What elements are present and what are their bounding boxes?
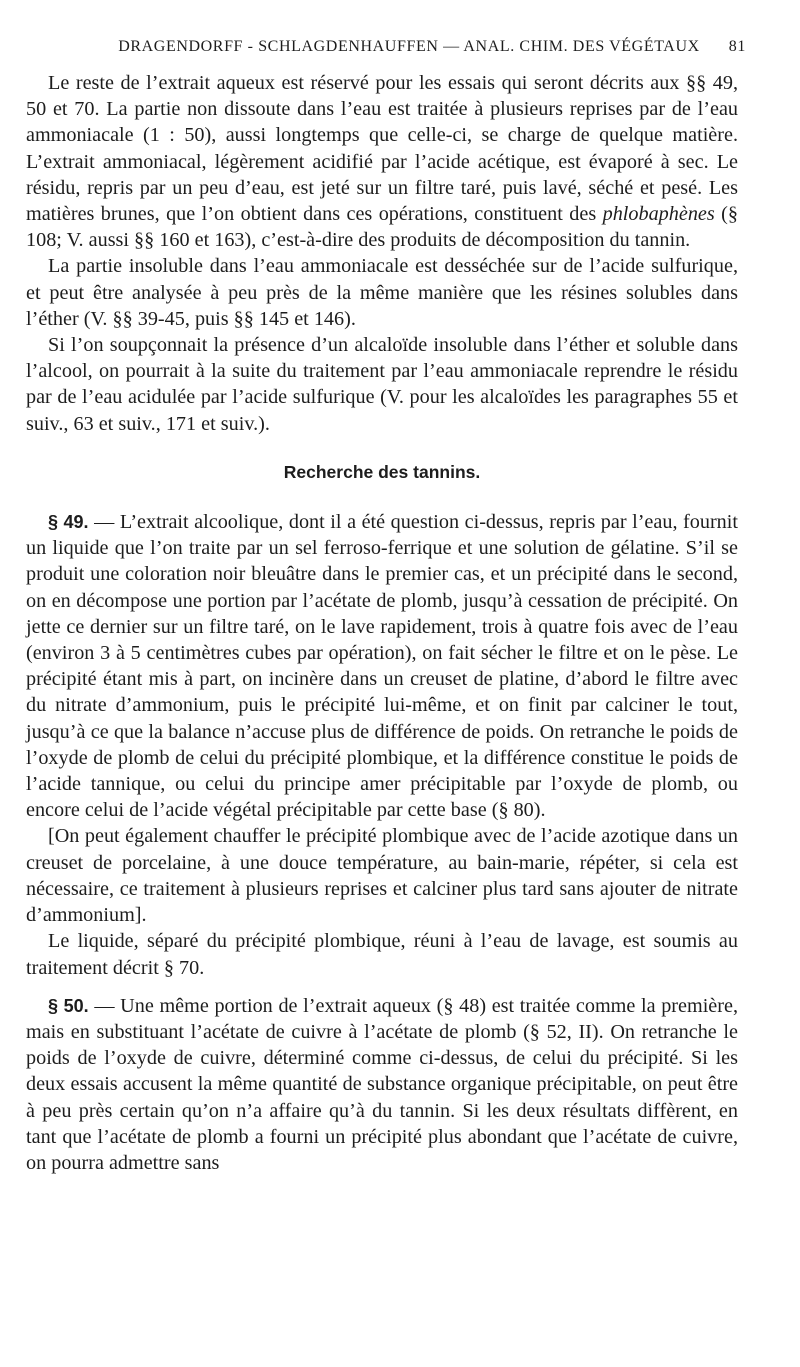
- paragraph: [26, 509, 738, 823]
- page-body: [26, 70, 738, 1176]
- paragraph-text: Le reste de l’extrait aqueux est réservé pour les essais qui seront décrits aux §§ 49, 50 et 70. La partie non dissoute dans l’eau est traitée à plusieurs reprises par de l’eau ammoniacale (1 : 50), aussi longtemps que celle-ci, se charge de quelque matière. L’extrait ammoniacal, légèrement acidifié par l’acide acétique, est évaporé à sec. Le résidu, repris par un peu d’eau, est jeté sur un filtre taré, puis lavé, séché et pesé. Les matières brunes, que l’on obtient dans ces opérations, constituent des: [26, 72, 738, 226]
- paragraph-text: — L’extrait alcoolique, dont il a été question ci-dessus, repris par l’eau, fournit un liquide que l’on traite par un sel ferroso-ferrique et une solution de gélatine. S’il se produit une coloration noir bleuâtre dans le premier cas, et un précipité dans le second, on en décompose une portion par l’acétate de plomb, jusqu’à cessation de précipité. On jette ce dernier sur un filtre taré, on le lave rapidement, trois à quatre fois avec de l’eau (environ 3 à 5 centimètres cubes par opération), on fait sécher le filtre et on le pèse. Le précipité étant mis à part, on incinère dans un creuset de platine, d’abord le filtre avec du nitrate d’ammonium, puis le précipité lui-même, et on finit par calciner le tout, jusqu’à ce que la balance n’accuse plus de différence de poids. On retranche le poids de l’oxyde de plomb de celui du précipité plombique, et la différence constitue le poids de l’acide tannique, ou celui du principe amer précipitable par l’oxyde de plomb, ou encore celui de l’acide végétal précipitable par cette base (§ 80).: [26, 511, 738, 822]
- page-number: 81: [728, 38, 746, 55]
- spacer: [26, 981, 738, 993]
- paragraph-text: (§ 108; V. aussi §§ 160 et 163), c’est-à-dire des produits de décomposition du tannin.: [26, 203, 738, 252]
- paragraph: La partie insoluble dans l’eau ammoniacale est desséchée sur de l’acide sulfurique, et peut être analysée à peu près de la même manière que les résines solubles dans l’éther (V. §§ 39-45, puis §§ 145 et 146).: [26, 255, 738, 330]
- paragraph: Si l’on soupçonnait la présence d’un alcaloïde insoluble dans l’éther et soluble dans l’alcool, on pourrait à la suite du traitement par l’eau ammoniacale reprendre le résidu par de l’eau acidulée par l’acide sulfurique (V. pour les alcaloïdes les paragraphes 55 et suiv., 63 et suiv., 171 et suiv.).: [26, 334, 738, 435]
- paragraph: [On peut également chauffer le précipité plombique avec de l’acide azotique dans un creuset de porcelaine, à une douce température, au bain-marie, répéter, si cela est nécessaire, ce traitement à plusieurs reprises et calciner plus tard sans ajouter de nitrate d’ammonium].: [26, 825, 738, 927]
- section-heading: Recherche des tannins.: [283, 461, 481, 482]
- section-number: § 50.: [48, 995, 89, 1016]
- page: [26, 38, 746, 1176]
- section-number: § 49.: [48, 512, 89, 533]
- italic-term: phlobaphènes: [602, 203, 715, 226]
- paragraph-text: — Une même portion de l’extrait aqueux (§ 48) est traitée comme la première, mais en substituant l’acétate de cuivre à l’acétate de plomb (§ 52, II). On retranche le poids de l’oxyde de cuivre, déterminé comme ci-dessus, de celui du précipité. Si les deux essais accusent la même quantité de substance organique précipitable, on peut être à peu près certain qu’on n’a affaire qu’à du tannin. Si les deux résultats diffèrent, en tant que l’acétate de plomb a fourni un précipité plus abondant que l’acétate de cuivre, on pourra admettre sans: [26, 994, 738, 1174]
- paragraph: Le liquide, séparé du précipité plombique, réuni à l’eau de lavage, est soumis au traitement décrit § 70.: [26, 930, 738, 979]
- running-header: [80, 38, 746, 62]
- paragraph: [26, 993, 738, 1176]
- running-title: DRAGENDORFF - SCHLAGDENHAUFFEN — ANAL. CHIM. DES VÉGÉTAUX: [118, 38, 700, 55]
- paragraph: [26, 70, 738, 253]
